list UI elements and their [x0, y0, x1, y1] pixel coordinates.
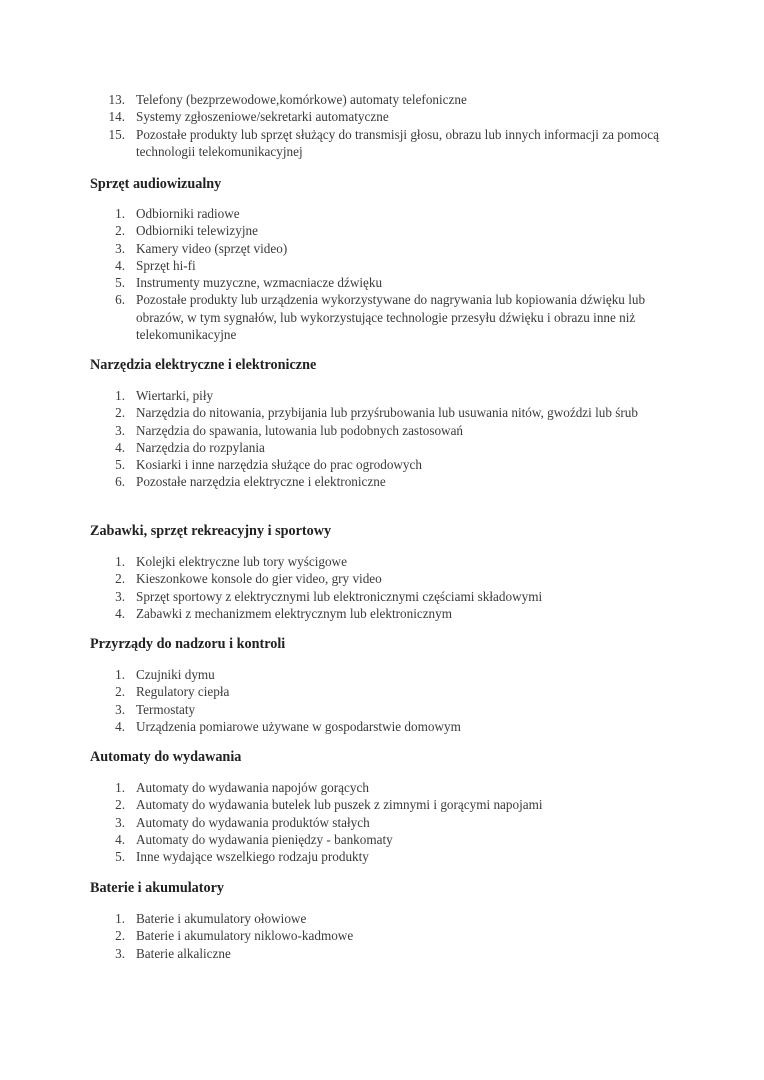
- list-item: [98, 945, 668, 962]
- section-list: [98, 910, 668, 962]
- list-item: [98, 666, 668, 683]
- item-number: 4.: [115, 605, 125, 621]
- section-list: [98, 387, 668, 491]
- item-text: Wiertarki, piły: [136, 388, 214, 403]
- list-item: [98, 779, 668, 796]
- list-item: [98, 683, 668, 700]
- item-text: Pozostałe produkty lub urządzenia wykorzystywane do nagrywania lub kopiowania dźwięku lub obrazów, w tym sygnałów, lub wykorzystujące technologie przesyłu dźwięku i obrazu inne niż telekomunikacyjne: [136, 292, 646, 343]
- list-item: [98, 456, 668, 473]
- item-text: Pozostałe narzędzia elektryczne i elektroniczne: [136, 474, 386, 490]
- item-text: Czujniki dymu: [136, 667, 215, 682]
- item-number: 1.: [115, 388, 125, 403]
- list-item: [98, 927, 668, 944]
- item-number: 1.: [115, 667, 125, 682]
- section-heading: Automaty do wydawania: [90, 749, 242, 765]
- item-number: 4.: [115, 718, 125, 734]
- item-number: 4.: [115, 257, 125, 273]
- list-item: [98, 796, 668, 813]
- item-text: Automaty do wydawania butelek lub puszek z zimnymi i gorącymi napojami: [136, 797, 543, 813]
- section-heading: Sprzęt audiowizualny: [90, 176, 222, 192]
- section-heading: Baterie i akumulatory: [90, 880, 224, 896]
- item-number: 15.: [108, 126, 125, 142]
- section-list: [98, 205, 668, 343]
- item-text: Urządzenia pomiarowe używane w gospodarstwie domowym: [136, 718, 461, 734]
- item-number: 14.: [108, 109, 125, 125]
- item-number: 5.: [115, 849, 125, 865]
- item-number: 2.: [115, 223, 125, 239]
- item-text: Telefony (bezprzewodowe,komórkowe) automaty telefoniczne: [136, 92, 467, 107]
- item-number: 2.: [115, 405, 125, 421]
- list-item: [98, 404, 668, 421]
- item-text: Odbiorniki radiowe: [136, 206, 240, 221]
- section-list: [98, 553, 668, 622]
- list-item: [98, 439, 668, 456]
- section-heading: Zabawki, sprzęt rekreacyjny i sportowy: [90, 523, 332, 539]
- item-number: 3.: [115, 945, 125, 961]
- section-heading: Narzędzia elektryczne i elektroniczne: [90, 357, 317, 373]
- item-number: 4.: [115, 831, 125, 847]
- item-text: Narzędzia do spawania, lutowania lub podobnych zastosowań: [136, 422, 464, 438]
- list-item: [98, 387, 668, 404]
- list-item: [98, 605, 668, 622]
- item-text: Baterie alkaliczne: [136, 945, 231, 961]
- item-number: 3.: [115, 422, 125, 438]
- item-number: 5.: [115, 457, 125, 473]
- list-item: [98, 910, 668, 927]
- list-item: [98, 553, 668, 570]
- item-text: Systemy zgłoszeniowe/sekretarki automatyczne: [136, 109, 389, 125]
- list-item: [98, 108, 668, 125]
- item-number: 2.: [115, 684, 125, 700]
- item-number: 1.: [115, 206, 125, 221]
- section-heading: Przyrządy do nadzoru i kontroli: [90, 636, 286, 652]
- section-list: [98, 779, 668, 865]
- list-item: [98, 257, 668, 274]
- item-text: Inne wydające wszelkiego rodzaju produkty: [136, 849, 369, 865]
- list-item: [98, 718, 668, 735]
- list-item: [98, 91, 668, 108]
- item-number: 13.: [108, 92, 125, 107]
- item-number: 1.: [115, 780, 125, 795]
- list-item: [98, 473, 668, 490]
- item-number: 6.: [115, 474, 125, 490]
- item-text: Narzędzia do nitowania, przybijania lub przyśrubowania lub usuwania nitów, gwoździ lub śrub: [136, 405, 638, 421]
- item-number: 4.: [115, 439, 125, 455]
- item-number: 2.: [115, 797, 125, 813]
- item-number: 3.: [115, 814, 125, 830]
- item-number: 3.: [115, 701, 125, 717]
- intro-list: [98, 91, 668, 160]
- item-text: Kieszonkowe konsole do gier video, gry video: [136, 571, 382, 587]
- list-item: [98, 126, 668, 161]
- item-text: Kolejki elektryczne lub tory wyścigowe: [136, 554, 347, 569]
- item-number: 2.: [115, 571, 125, 587]
- item-text: Narzędzia do rozpylania: [136, 439, 265, 455]
- item-number: 1.: [115, 554, 125, 569]
- list-item: [98, 422, 668, 439]
- list-item: [98, 848, 668, 865]
- list-item: [98, 291, 668, 343]
- list-item: [98, 205, 668, 222]
- item-text: Instrumenty muzyczne, wzmacniacze dźwięku: [136, 275, 383, 291]
- list-item: [98, 240, 668, 257]
- item-number: 3.: [115, 588, 125, 604]
- item-text: Termostaty: [136, 701, 196, 717]
- item-text: Baterie i akumulatory niklowo-kadmowe: [136, 928, 354, 944]
- item-number: 3.: [115, 240, 125, 256]
- list-item: [98, 831, 668, 848]
- item-text: Kamery video (sprzęt video): [136, 240, 288, 256]
- item-text: Kosiarki i inne narzędzia służące do prac ogrodowych: [136, 457, 422, 473]
- item-text: Sprzęt sportowy z elektrycznymi lub elektronicznymi częściami składowymi: [136, 588, 543, 604]
- item-text: Automaty do wydawania napojów gorących: [136, 780, 369, 795]
- item-text: Automaty do wydawania pieniędzy - bankomaty: [136, 831, 393, 847]
- item-text: Automaty do wydawania produktów stałych: [136, 814, 370, 830]
- list-item: [98, 570, 668, 587]
- item-number: 5.: [115, 275, 125, 291]
- list-item: [98, 814, 668, 831]
- list-item: [98, 274, 668, 291]
- list-item: [98, 701, 668, 718]
- item-number: 6.: [115, 292, 125, 308]
- item-text: Sprzęt hi-fi: [136, 257, 196, 273]
- item-text: Regulatory ciepła: [136, 684, 230, 700]
- item-number: 1.: [115, 911, 125, 926]
- item-text: Pozostałe produkty lub sprzęt służący do transmisji głosu, obrazu lub innych informacji za pomocą technologii telekomunikacyjnej: [136, 126, 659, 159]
- item-text: Zabawki z mechanizmem elektrycznym lub elektronicznym: [136, 605, 453, 621]
- list-item: [98, 588, 668, 605]
- list-item: [98, 222, 668, 239]
- item-number: 2.: [115, 928, 125, 944]
- section-list: [98, 666, 668, 735]
- item-text: Odbiorniki telewizyjne: [136, 223, 258, 239]
- item-text: Baterie i akumulatory ołowiowe: [136, 911, 307, 926]
